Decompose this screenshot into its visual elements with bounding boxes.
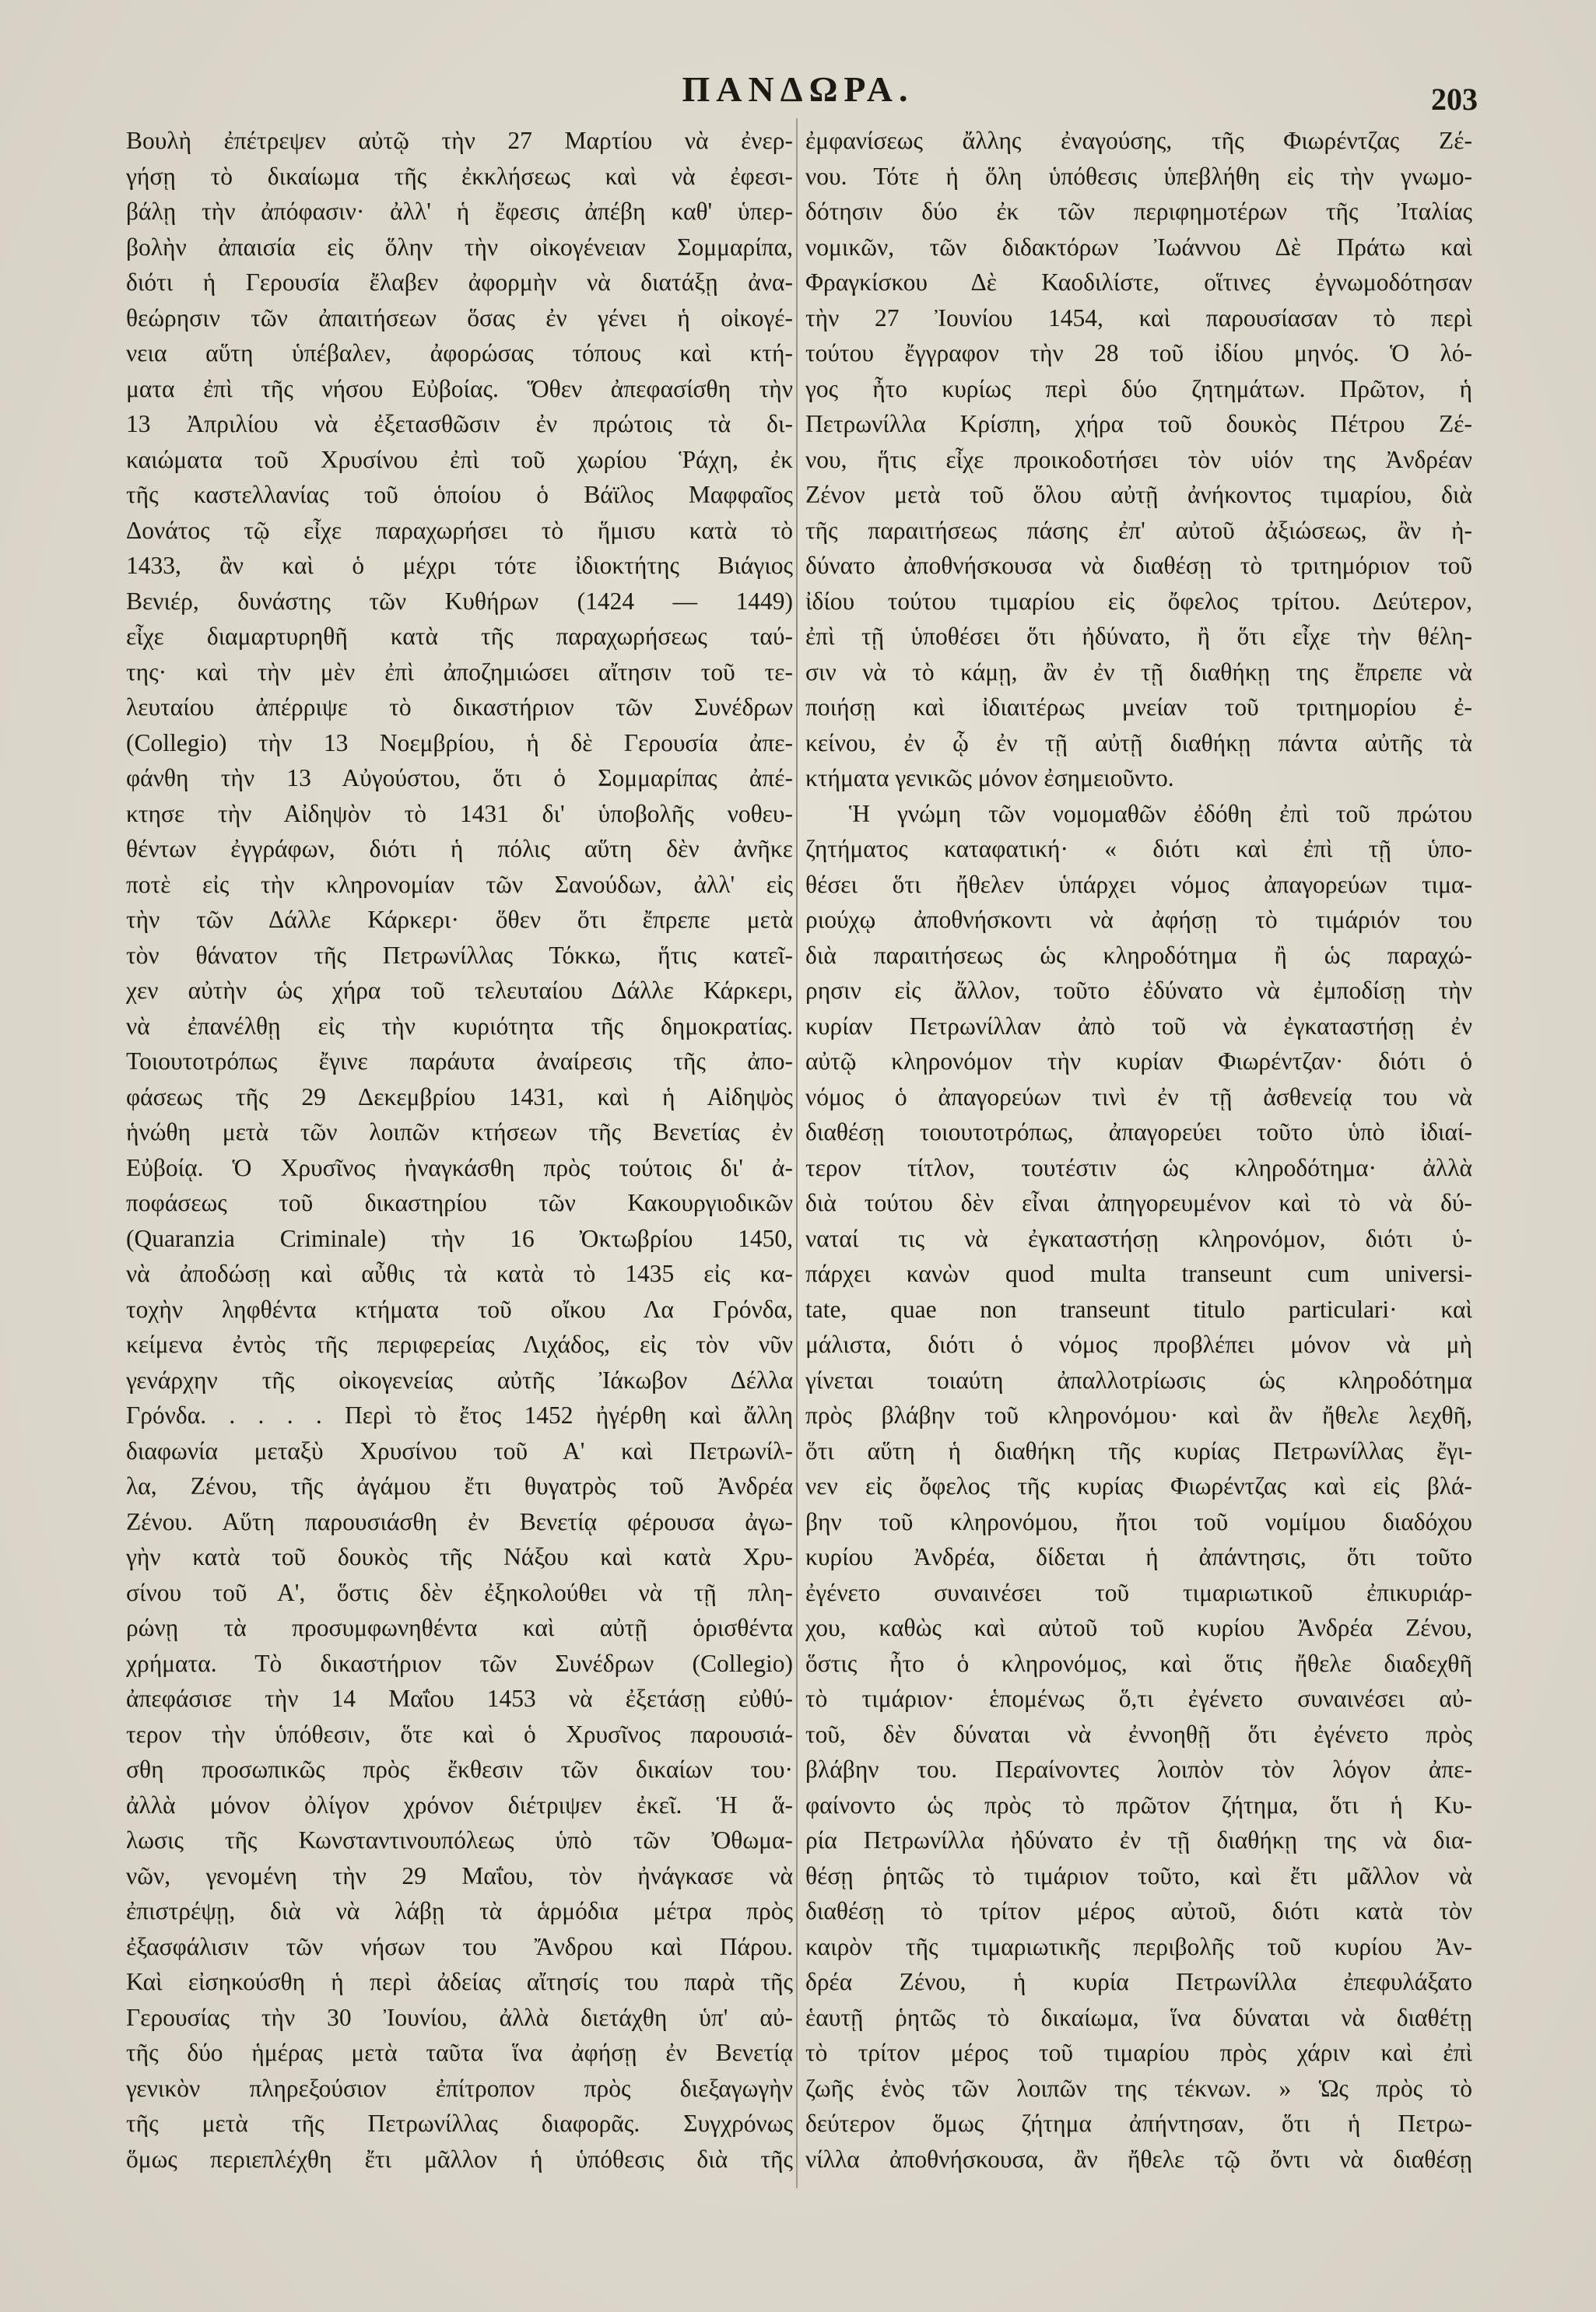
text-line: τὸ τρίτον μέρος τοῦ τιμαρίου πρὸς χάριν καὶ ἐπὶ bbox=[805, 2039, 1472, 2066]
text-line: κτήματα γενικῶς μόνον ἐσημειοῦντο. bbox=[805, 764, 1174, 791]
text-line: βην τοῦ κληρονόμου, ἤτοι τοῦ νομίμου διαδόχου bbox=[805, 1507, 1472, 1535]
text-line: καιρὸν τῆς τιμαριωτικῆς περιβολῆς τοῦ κυρίου Ἀν- bbox=[805, 1932, 1472, 1960]
text-line: ἰδίου τούτου τιμαρίου εἰς ὄφελος τρίτου. Δεύτερον, bbox=[805, 587, 1472, 615]
text-line: κείμενα ἐντὸς τῆς περιφερείας Λιχάδος, εἰς τὸν νῦν bbox=[126, 1331, 793, 1358]
text-line: σθη προσωπικῶς πρὸς ἔκθεσιν τῶν δικαίων του· bbox=[126, 1756, 793, 1783]
text-line: δότησιν δύο ἐκ τῶν περιφημοτέρων τῆς Ἰταλίας bbox=[805, 198, 1472, 225]
text-line: ἀλλὰ μόνον ὀλίγον χρόνον διέτριψεν ἐκεῖ. Ἡ ἅ- bbox=[126, 1791, 793, 1819]
text-line: κυρίαν Πετρωνίλλαν ἀπὸ τοῦ νὰ ἐγκαταστήσῃ ἐν bbox=[805, 1012, 1472, 1040]
text-line: (Quaranzia Criminale) τὴν 16 Ὀκτωβρίου 1450, bbox=[126, 1224, 793, 1252]
text-line: νου, ἥτις εἶχε προικοδοτήσει τὸν υἱόν της Ἀνδρέαν bbox=[805, 445, 1472, 473]
text-line: ριούχῳ ἀποθνήσκοντι νὰ ἀφήσῃ τὸ τιμάριόν του bbox=[805, 906, 1472, 933]
text-line: ρώνῃ τὰ προσυμφωνηθέντα καὶ αὐτῇ ὁρισθέντα bbox=[126, 1614, 793, 1641]
text-line: ρησιν εἰς ἄλλον, τοῦτο ἐδύνατο νὰ ἐμποδίσῃ τὴν bbox=[805, 977, 1472, 1004]
text-line: Δονάτος τῷ εἶχε παραχωρήσει τὸ ἥμισυ κατὰ τὸ bbox=[126, 516, 793, 544]
text-line: τὴν 27 Ἰουνίου 1454, καὶ παρουσίασαν τὸ περὶ bbox=[805, 303, 1472, 332]
text-line: τοῦ, δὲν δύναται νὰ ἐννοηθῇ ὅτι ἐγένετο πρὸς bbox=[805, 1720, 1472, 1748]
text-line: τῆς παραιτήσεως πάσης ἐπ' αὐτοῦ ἀξιώσεως, ἂν ἠ- bbox=[805, 516, 1472, 544]
text-line: μάλιστα, διότι ὁ νόμος προβλέπει μόνον νὰ μὴ bbox=[805, 1331, 1472, 1358]
text-line: Ἡ γνώμη τῶν νομομαθῶν ἐδόθη ἐπὶ τοῦ πρώτου bbox=[849, 799, 1472, 827]
text-line: τερον τίτλον, τουτέστιν ὡς κληροδότημα· ἀλλὰ bbox=[805, 1153, 1472, 1181]
text-line: τούτου ἔγγραφον τὴν 28 τοῦ ἰδίου μηνός. Ὁ λό- bbox=[805, 339, 1472, 367]
text-line: ρία Πετρωνίλλα ἠδύνατο ἐν τῇ διαθήκῃ της νὰ δια- bbox=[805, 1826, 1472, 1854]
text-line: διὰ τούτου δὲν εἶναι ἀπηγορευμένον καὶ τὸ νὰ δύ- bbox=[805, 1189, 1472, 1216]
text-line: ἐξασφάλισιν τῶν νήσων του Ἄνδρου καὶ Πάρου. bbox=[126, 1932, 793, 1960]
text-line: ὅστις ἦτο ὁ κληρονόμος, καὶ ὅτις ἤθελε διαδεχθῆ bbox=[805, 1649, 1472, 1677]
text-line: τὸν θάνατον τῆς Πετρωνίλλας Τόκκω, ἥτις κατεῖ- bbox=[126, 941, 793, 969]
text-line: γίνεται τοιαύτη ἀπαλλοτρίωσις ὡς κληροδότημα bbox=[805, 1366, 1472, 1394]
text-line: αὐτῷ κληρονόμον τὴν κυρίαν Φιωρέντζαν· διότι ὁ bbox=[805, 1047, 1472, 1075]
text-line: καιώματα τοῦ Χρυσίνου ἐπὶ τοῦ χωρίου Ῥάχη, ἐκ bbox=[126, 445, 793, 473]
text-line: θέσῃ ῥητῶς τὸ τιμάριον τοῦτο, καὶ ἔτι μᾶλλον νὰ bbox=[805, 1861, 1472, 1889]
text-line: 1433, ἂν καὶ ὁ μέχρι τότε ἰδιοκτήτης Βιάγιος bbox=[126, 552, 793, 579]
text-line: πρὸς βλάβην τοῦ κληρονόμου· καὶ ἂν ἤθελε λεχθῆ, bbox=[805, 1402, 1472, 1429]
text-line: Βουλὴ ἐπέτρεψεν αὐτῷ τὴν 27 Μαρτίου νὰ ἐνερ- bbox=[126, 127, 793, 154]
text-line: Γρόνδα. . . . . Περὶ τὸ ἔτος 1452 ἠγέρθη καὶ ἄλλη bbox=[126, 1402, 793, 1429]
text-line: Ζένου. Αὕτη παρουσιάσθη ἐν Βενετίᾳ φέρουσα ἀγω- bbox=[126, 1507, 793, 1535]
text-line: ἐμφανίσεως ἄλλης ἐναγούσης, τῆς Φιωρέντζας Ζέ- bbox=[805, 127, 1472, 154]
text-line: Καὶ εἰσηκούσθη ἡ περὶ ἀδείας αἴτησίς του παρὰ τῆς bbox=[126, 1968, 793, 1995]
text-line: φάνθη τὴν 13 Αὐγούστου, ὅτι ὁ Σομμαρίπας ἀπέ- bbox=[126, 764, 793, 791]
text-line: βλάβην του. Περαίνοντες λοιπὸν τὸν λόγον ἀπε- bbox=[805, 1756, 1472, 1783]
text-line: νου. Τότε ἡ ὅλη ὑπόθεσις ὑπεβλήθη εἰς τὴν γνωμο- bbox=[805, 162, 1472, 190]
text-line: τοχὴν ληφθέντα κτήματα τοῦ οἴκου Λα Γρόνδα, bbox=[126, 1295, 793, 1323]
text-line: λευταίου ἀπέρριψε τὸ δικαστήριον τῶν Συνέδρων bbox=[126, 693, 793, 721]
text-line: ἑαυτῇ ῥητῶς τὸ δικαίωμα, ἵνα δύναται νὰ διαθέτῃ bbox=[805, 2003, 1472, 2031]
text-line: διαθέσῃ τὸ τρίτον μέρος αὐτοῦ, διότι κατὰ τὸν bbox=[805, 1897, 1472, 1924]
text-line: θέσει ὅτι ἤθελεν ὑπάρχει νόμος ἀπαγορεύων τιμα- bbox=[805, 870, 1472, 898]
text-line: νὰ ἐπανέλθῃ εἰς τὴν κυριότητα τῆς δημοκρατίας. bbox=[126, 1012, 793, 1040]
text-line: Πετρωνίλλα Κρίσπη, χήρα τοῦ δουκὸς Πέτρου Ζέ- bbox=[805, 410, 1472, 437]
text-line: ἡνώθη μετὰ τῶν λοιπῶν κτήσεων τῆς Βενετίας ἐν bbox=[126, 1118, 793, 1145]
text-line: βάλῃ τὴν ἀπόφασιν· ἀλλ' ἡ ἔφεσις ἀπέβη καθ' ὑπερ- bbox=[126, 198, 793, 225]
text-line: γενάρχην τῆς οἰκογενείας αὐτῆς Ἰάκωβον Δέλλα bbox=[126, 1366, 793, 1394]
text-line: Γερουσίας τὴν 30 Ἰουνίου, ἀλλὰ διετάχθη ὑπ' αὐ- bbox=[126, 2003, 793, 2031]
text-line: φάσεως τῆς 29 Δεκεμβρίου 1431, καὶ ἡ Αἰδηψὸς bbox=[126, 1082, 793, 1110]
text-line: δύνατο ἀποθνήσκουσα νὰ διαθέσῃ τὸ τριτημόριον τοῦ bbox=[805, 552, 1472, 579]
text-line: διότι ἡ Γερουσία ἔλαβεν ἀφορμὴν νὰ διατάξῃ ἀνα- bbox=[126, 268, 793, 296]
text-line: σιν νὰ τὸ κάμῃ, ἂν ἐν τῇ διαθήκῃ της ἔπρεπε νὰ bbox=[805, 658, 1472, 686]
text-line: γος ἦτο κυρίως περὶ δύο ζητημάτων. Πρῶτον, ἡ bbox=[805, 374, 1472, 402]
text-line: λα, Ζένου, τῆς ἀγάμου ἔτι θυγατρὸς τοῦ Ἀνδρέα bbox=[126, 1472, 793, 1500]
text-line: ναταί τις νὰ ἐγκαταστήσῃ κληρονόμον, διότι ὑ- bbox=[805, 1224, 1472, 1252]
text-line: χεν αὐτὴν ὡς χήρα τοῦ τελευταίου Δάλλε Κάρκερι, bbox=[126, 977, 793, 1004]
text-line: ποιήσῃ καὶ ἰδιαιτέρως μνείαν τοῦ τριτημορίου ἐ- bbox=[805, 693, 1472, 721]
text-line: ὅτι αὕτη ἡ διαθήκη τῆς κυρίας Πετρωνίλλας ἔγι- bbox=[805, 1437, 1472, 1465]
text-line: (Collegio) τὴν 13 Νοεμβρίου, ἡ δὲ Γερουσία ἀπε- bbox=[126, 728, 793, 756]
text-line: φαίνοντο ὡς πρὸς τὸ πρῶτον ζήτημα, ὅτι ἡ Κυ- bbox=[805, 1791, 1472, 1819]
page-number: 203 bbox=[1431, 82, 1478, 117]
text-line: νόμος ὁ ἀπαγορεύων τινὶ ἐν τῇ ἀσθενείᾳ του νὰ bbox=[805, 1082, 1472, 1110]
text-line: δεύτερον ὅμως ζήτημα ἀπήντησαν, ὅτι ἡ Πετρω- bbox=[805, 2110, 1472, 2137]
left-text-column bbox=[126, 123, 793, 2177]
text-line: νεια αὕτη ὑπέβαλεν, ἀφορώσας τόπους καὶ κτή- bbox=[126, 339, 793, 367]
text-line: τερον τὴν ὑπόθεσιν, ὅτε καὶ ὁ Χρυσῖνος παρουσιά- bbox=[126, 1720, 793, 1748]
text-line: τῆς δύο ἡμέρας μετὰ ταῦτα ἵνα ἀφήσῃ ἐν Βενετίᾳ bbox=[126, 2039, 793, 2066]
text-line: διαφωνία μεταξὺ Χρυσίνου τοῦ Α' καὶ Πετρωνίλ- bbox=[126, 1437, 793, 1465]
text-line: Φραγκίσκου Δὲ Καοδιλίστε, οἵτινες ἐγνωμοδότησαν bbox=[805, 268, 1472, 296]
text-line: ζητήματος καταφατική· « διότι καὶ ἐπὶ τῇ ὑπο- bbox=[805, 835, 1472, 862]
text-line: ζωῆς ἑνὸς τῶν λοιπῶν της τέκνων. » Ὡς πρὸς τὸ bbox=[805, 2074, 1472, 2102]
text-line: νὰ ἀποδώσῃ καὶ αὖθις τὰ κατὰ τὸ 1435 εἰς κα- bbox=[126, 1260, 793, 1287]
text-line: νίλλα ἀποθνήσκουσα, ἂν ἤθελε τῷ ὄντι νὰ διαθέσῃ bbox=[805, 2145, 1472, 2173]
text-line: ἐγένετο συναινέσει τοῦ τιμαριωτικοῦ ἐπικυριάρ- bbox=[805, 1578, 1472, 1606]
text-line: 13 Ἀπριλίου νὰ ἐξετασθῶσιν ἐν πρώτοις τὰ δι- bbox=[126, 410, 793, 437]
text-line: χρήματα. Τὸ δικαστήριον τῶν Συνέδρων (Collegio) bbox=[126, 1649, 793, 1677]
text-line: θέντων ἐγγράφων, διότι ἡ πόλις αὕτη δὲν ἀνῆκε bbox=[126, 835, 793, 862]
text-line: νῶν, γενομένη τὴν 29 Μαΐου, τὸν ἠνάγκασε νὰ bbox=[126, 1861, 793, 1889]
text-line: ποφάσεως τοῦ δικαστηρίου τῶν Κακουργιοδικῶν bbox=[126, 1189, 793, 1216]
text-line: tate, quae non transeunt titulo particulari· καὶ bbox=[805, 1295, 1472, 1323]
text-line: χου, καθὼς καὶ αὐτοῦ τοῦ κυρίου Ἀνδρέα Ζένου, bbox=[805, 1614, 1472, 1641]
text-line: λωσις τῆς Κωνσταντινουπόλεως ὑπὸ τῶν Ὀθωμα- bbox=[126, 1826, 793, 1854]
text-line: γενικὸν πληρεξούσιον ἐπίτροπον πρὸς διεξαγωγὴν bbox=[126, 2074, 793, 2102]
text-line: κυρίου Ἀνδρέα, δίδεται ἡ ἀπάντησις, ὅτι τοῦτο bbox=[805, 1543, 1472, 1570]
text-line: τὸ τιμάριον· ἑπομένως ὅ,τι ἐγένετο συναινέσει αὐ- bbox=[805, 1685, 1472, 1712]
text-line: νεν εἰς ὄφελος τῆς κυρίας Φιωρέντζας καὶ εἰς βλά- bbox=[805, 1472, 1472, 1500]
text-line: διὰ παραιτήσεως ὡς κληροδότημα ἢ ὡς παραχώ- bbox=[805, 941, 1472, 969]
text-line: γήσῃ τὸ δικαίωμα τῆς ἐκκλήσεως καὶ νὰ ἐφεσι- bbox=[126, 162, 793, 190]
text-line: ματα ἐπὶ τῆς νήσου Εὐβοίας. Ὅθεν ἀπεφασίσθη τὴν bbox=[126, 374, 793, 402]
text-line: ἐπιστρέψῃ, διὰ νὰ λάβῃ τὰ ἁρμόδια μέτρα πρὸς bbox=[126, 1897, 793, 1924]
text-line: πάρχει κανὼν quod multa transeunt cum universi- bbox=[805, 1260, 1472, 1287]
text-line: ἀπεφάσισε τὴν 14 Μαΐου 1453 νὰ ἐξετάσῃ εὐθύ- bbox=[126, 1685, 793, 1712]
text-line: κτησε τὴν Αἰδηψὸν τὸ 1431 δι' ὑποβολῆς νοθευ- bbox=[126, 799, 793, 827]
text-line: διαθέσῃ τοιουτοτρόπως, ἀπαγορεύει τοῦτο ὑπὸ ἰδιαί- bbox=[805, 1118, 1472, 1145]
text-line: Βενιέρ, δυνάστης τῶν Κυθήρων (1424 — 1449) bbox=[126, 587, 793, 615]
text-line: ὅμως περιεπλέχθη ἔτι μᾶλλον ἡ ὑπόθεσις διὰ τῆς bbox=[126, 2145, 793, 2173]
text-line: θεώρησιν τῶν ἀπαιτήσεων ὅσας ἐν γένει ἡ οἰκογέ- bbox=[126, 303, 793, 332]
text-line: γὴν κατὰ τοῦ δουκὸς τῆς Νάξου καὶ κατὰ Χρυ- bbox=[126, 1543, 793, 1570]
running-title: ΠΑΝΔΩΡΑ. bbox=[682, 69, 914, 109]
text-line: εἶχε διαμαρτυρηθῆ κατὰ τῆς παραχωρήσεως ταύ- bbox=[126, 623, 793, 650]
right-text-column bbox=[805, 123, 1472, 2177]
text-line: Τοιουτοτρόπως ἔγινε παράυτα ἀναίρεσις τῆς ἀπο- bbox=[126, 1047, 793, 1075]
text-line: δρέα Ζένου, ἡ κυρία Πετρωνίλλα ἐπεφυλάξατο bbox=[805, 1968, 1472, 1995]
text-line: ποτὲ εἰς τὴν κληρονομίαν τῶν Σανούδων, ἀλλ' εἰς bbox=[126, 870, 793, 898]
text-line: κείνου, ἐν ᾧ ἐν τῇ αὐτῇ διαθήκῃ πάντα αὐτῆς τὰ bbox=[805, 728, 1472, 756]
text-line: ἐπὶ τῇ ὑποθέσει ὅτι ἠδύνατο, ἢ ὅτι εἶχε τὴν θέλη- bbox=[805, 623, 1472, 650]
text-line: τὴν τῶν Δάλλε Κάρκερι· ὅθεν ὅτι ἔπρεπε μετὰ bbox=[126, 906, 793, 933]
text-line: Εὐβοίᾳ. Ὁ Χρυσῖνος ἠναγκάσθη πρὸς τούτοις δι' ἀ- bbox=[126, 1153, 793, 1181]
text-line: της· καὶ τὴν μὲν ἐπὶ ἀποζημιώσει αἴτησιν τοῦ τε- bbox=[126, 658, 793, 686]
text-line: Ζένον μετὰ τοῦ ὅλου αὐτῇ ἀνήκοντος τιμαρίου, διὰ bbox=[805, 481, 1472, 508]
text-line: σίνου τοῦ Α', ὅστις δὲν ἐξηκολούθει νὰ τῇ πλη- bbox=[126, 1578, 793, 1606]
text-line: βολὴν ἀπαισία εἰς ὅλην τὴν οἰκογένειαν Σομμαρίπα, bbox=[126, 233, 793, 261]
column-divider bbox=[796, 118, 798, 2188]
text-line: νομικῶν, τῶν διδακτόρων Ἰωάννου Δὲ Πράτω καὶ bbox=[805, 233, 1472, 261]
text-line: τῆς μετὰ τῆς Πετρωνίλλας διαφορᾶς. Συγχρόνως bbox=[126, 2110, 793, 2137]
text-line: τῆς καστελλανίας τοῦ ὁποίου ὁ Βάϊλος Μαφφαῖος bbox=[126, 481, 793, 508]
